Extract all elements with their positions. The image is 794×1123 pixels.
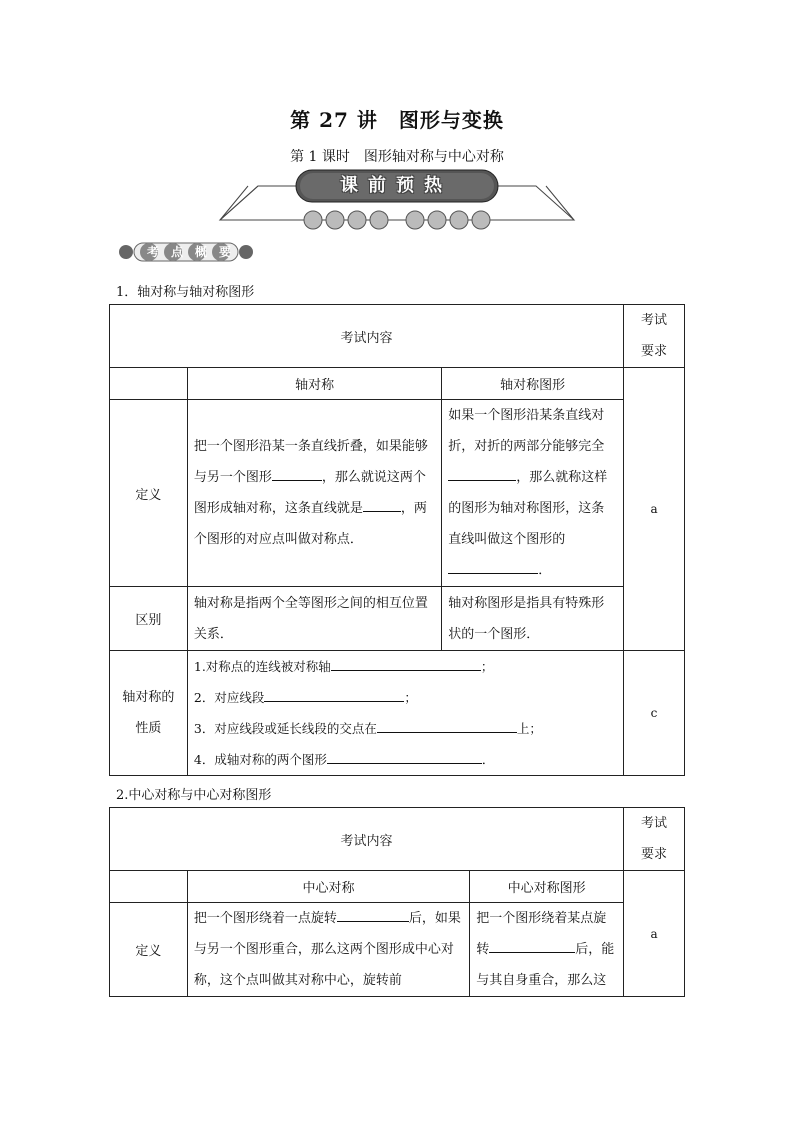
blank-field bbox=[377, 718, 517, 733]
row-label-definition: 定义 bbox=[110, 903, 188, 997]
section-heading-central: 2.中心对称与中心对称图形 bbox=[116, 788, 272, 803]
badge-text: 考 点 概 要 bbox=[146, 245, 231, 259]
req-definition: a bbox=[624, 871, 685, 997]
central-symmetry-table bbox=[109, 807, 685, 997]
table-row bbox=[110, 400, 685, 587]
table-row bbox=[110, 368, 685, 400]
blank-field bbox=[337, 907, 409, 922]
definition-central: 把一个图形绕着一点旋转 后，如果与另一个图形重合，那么这两个图形成中心对称，这个点叫做其对称中心，旋转前 bbox=[187, 903, 469, 997]
header-content: 考试内容 bbox=[110, 305, 624, 368]
table-row bbox=[110, 903, 685, 997]
lesson-title: 第 27 讲 图形与变换 bbox=[290, 108, 504, 132]
blank-field bbox=[327, 749, 482, 764]
table-row bbox=[110, 651, 685, 776]
blank-field bbox=[272, 466, 322, 481]
definition-central-figure: 把一个图形绕着某点旋转 后，能与其自身重合，那么这 bbox=[470, 903, 624, 997]
col-central-figure: 中心对称图形 bbox=[470, 871, 624, 903]
table-row bbox=[110, 871, 685, 903]
header-content: 考试内容 bbox=[110, 808, 624, 871]
blank-field bbox=[448, 559, 538, 574]
row-label-properties: 轴对称的性质 bbox=[110, 651, 188, 776]
col-axial-figure: 轴对称图形 bbox=[442, 368, 624, 400]
row-label-difference: 区别 bbox=[110, 587, 188, 651]
req-definition: a bbox=[624, 368, 685, 651]
banner-label: 课前预热 bbox=[340, 175, 452, 196]
definition-axial: 把一个图形沿某一条直线折叠，如果能够与另一个图形 ，那么就说这两个图形成轴对称，这条直线就是 ，两个图形的对应点叫做对称点． bbox=[187, 400, 441, 587]
lesson-subtitle: 第 1 课时 图形轴对称与中心对称 bbox=[290, 149, 504, 165]
row-label-definition: 定义 bbox=[110, 400, 188, 587]
req-properties: c bbox=[624, 651, 685, 776]
blank-field bbox=[331, 656, 481, 671]
table-row bbox=[110, 305, 685, 368]
col-axial: 轴对称 bbox=[187, 368, 441, 400]
blank-field bbox=[489, 938, 575, 953]
blank-field bbox=[448, 466, 516, 481]
col-central: 中心对称 bbox=[187, 871, 469, 903]
table-row bbox=[110, 808, 685, 871]
table-row bbox=[110, 587, 685, 651]
difference-axial: 轴对称是指两个全等图形之间的相互位置关系． bbox=[187, 587, 441, 651]
section-heading-axial: 1．轴对称与轴对称图形 bbox=[116, 285, 255, 300]
properties-list: 1.对称点的连线被对称轴 ； 2．对应线段 ； 3．对应线段或延长线段的交点在 上； 4．成轴对称的两个图形 ． bbox=[187, 651, 623, 776]
blank-field bbox=[264, 687, 404, 702]
difference-axial-figure: 轴对称图形是指具有特殊形状的一个图形． bbox=[442, 587, 624, 651]
header-requirement: 考试要求 bbox=[624, 305, 685, 368]
header-requirement: 考试要求 bbox=[624, 808, 685, 871]
blank-field bbox=[363, 497, 401, 512]
definition-axial-figure: 如果一个图形沿某条直线对折，对折的两部分能够完全，那么就称这样的图形为轴对称图形，这条直线叫做这个图形的． bbox=[442, 400, 624, 587]
axial-symmetry-table bbox=[109, 304, 685, 776]
